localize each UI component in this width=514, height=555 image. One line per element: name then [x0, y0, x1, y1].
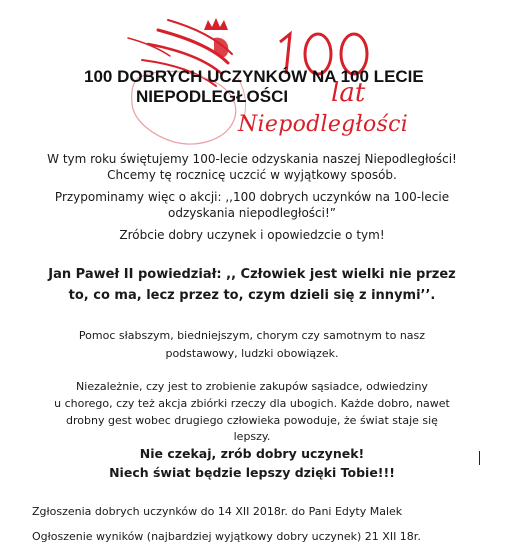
- quote-line-1: Jan Paweł II powiedział: ,, Człowiek jest wielki nie przez: [48, 267, 456, 282]
- quote-line-2: to, co ma, lecz przez to, czym dzieli się z innymi’’.: [68, 288, 436, 303]
- title-line-1: 100 DOBRYCH UCZYNKÓW NA 100 LECIE: [84, 67, 424, 86]
- help-line-1: Pomoc słabszym, biedniejszym, chorym czy samotnym to nasz: [78, 329, 426, 342]
- logo-niepodleglosci-text: Niepodległości: [238, 112, 409, 137]
- footer-line-1: Zgłoszenia dobrych uczynków do 14 XII 2018r. do Pani Edyty Malek: [32, 505, 403, 518]
- body-line-3: drobny gest wobec drugiego człowieka powoduje, że świat staje się: [66, 414, 438, 427]
- title-line-2: NIEPODLEGŁOŚCI: [136, 87, 289, 106]
- call-line-2: Niech świat będzie lepszy dzięki Tobie!!!: [109, 465, 395, 480]
- body-line-4: lepszy.: [233, 430, 271, 443]
- call-line-1: Nie czekaj, zrób dobry uczynek!: [139, 446, 365, 461]
- footer-line-2: Ogłoszenie wyników (najbardziej wyjątkowy dobry uczynek) 21 XII 18r.: [32, 530, 421, 543]
- page-title: [60, 67, 480, 107]
- body-line-2: u chorego, czy też akcja zbiórki rzeczy dla ubogich. Każde dobro, nawet: [54, 397, 450, 410]
- intro-line-3: Przypominamy więc o akcji: ,,100 dobrych uczynków na 100-lecie: [54, 190, 450, 204]
- intro-line-1: W tym roku świętujemy 100-lecie odzyskania naszej Niepodległości!: [47, 152, 457, 166]
- help-line-2: podstawowy, ludzki obowiązek.: [165, 347, 339, 360]
- intro-line-5: Zróbcie dobry uczynek i opowiedzcie o tym!: [119, 228, 385, 242]
- intro-line-4: odzyskania niepodległości!”: [167, 206, 336, 220]
- intro-line-2: Chcemy tę rocznicę uczcić w wyjątkowy sposób.: [107, 168, 397, 182]
- body-line-1: Niezależnie, czy jest to zrobienie zakupów sąsiadce, odwiedziny: [76, 380, 428, 393]
- text-cursor: [479, 451, 480, 465]
- logo-lat-text: lat: [331, 78, 366, 108]
